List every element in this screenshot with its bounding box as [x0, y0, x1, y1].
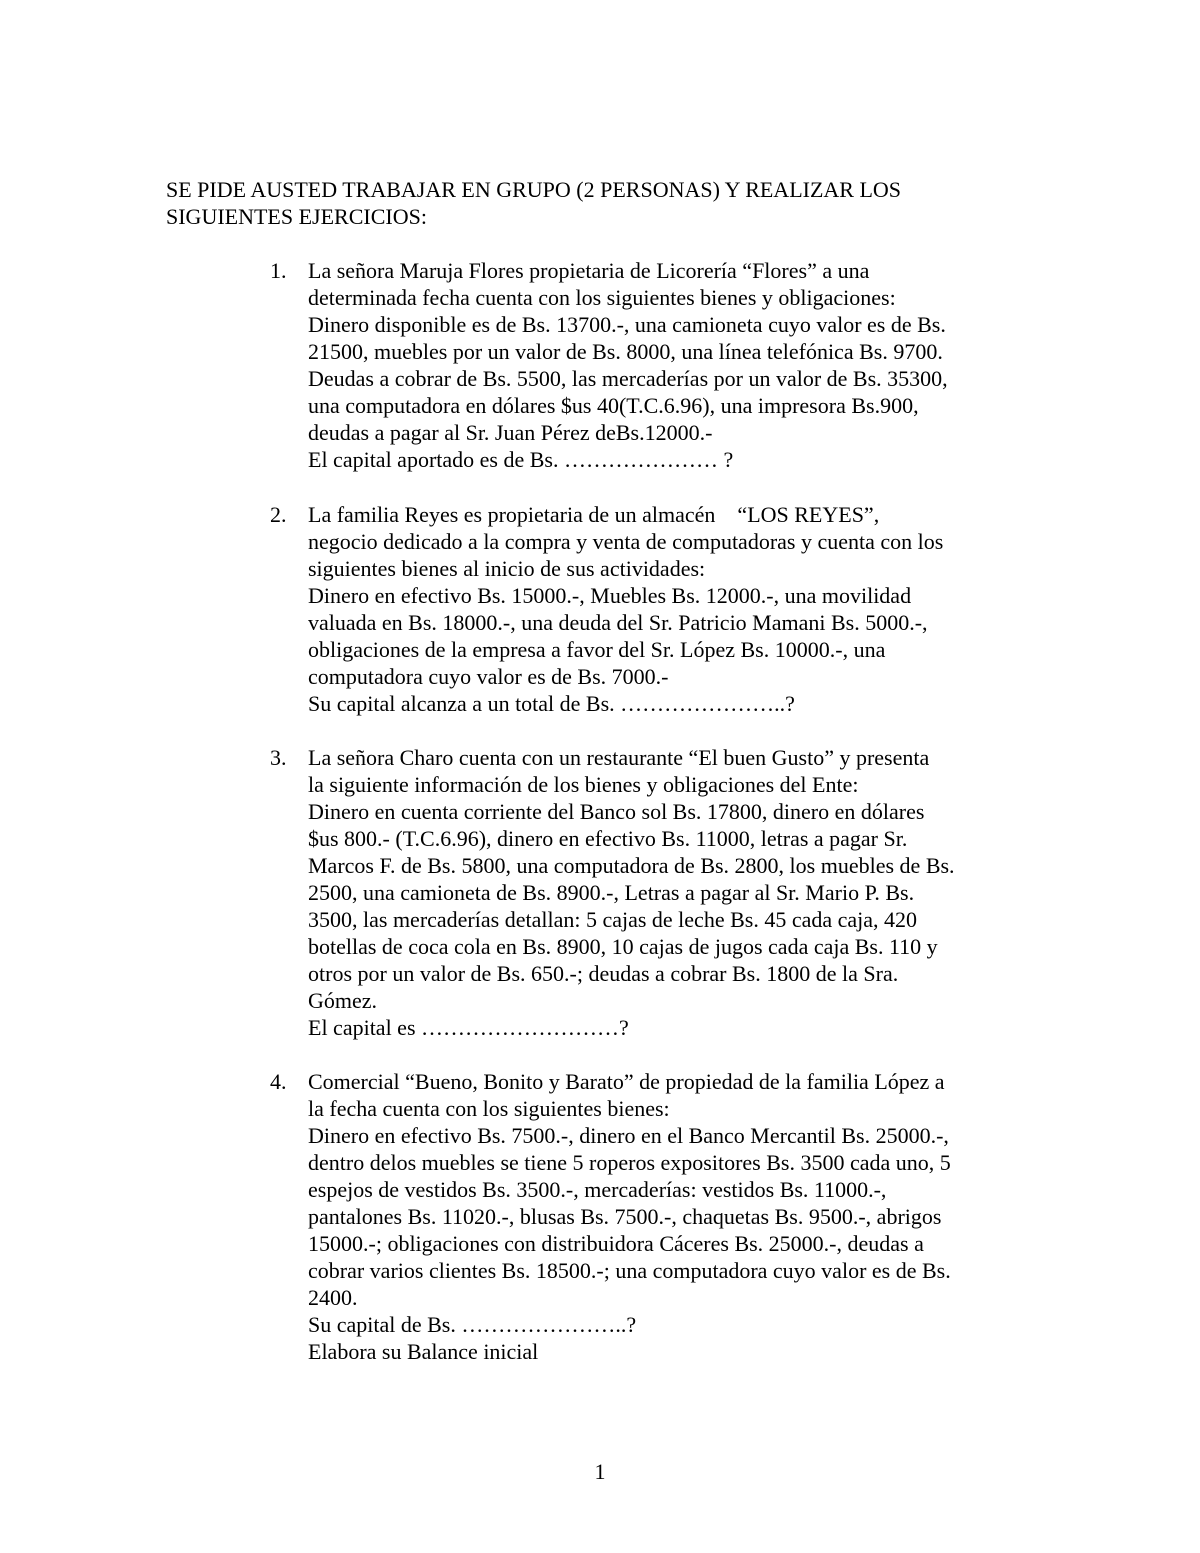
exercise-line: Comercial “Bueno, Bonito y Barato” de propiedad de la familia López a [308, 1069, 945, 1094]
exercise-question: Su capital de Bs. …………………..? [308, 1312, 637, 1337]
exercise-line: siguientes bienes al inicio de sus actividades: [308, 556, 706, 581]
page-number: 1 [594, 1459, 606, 1484]
exercise-line: 15000.-; obligaciones con distribuidora Cáceres Bs. 25000.-, deudas a [308, 1231, 924, 1256]
exercise-line: la fecha cuenta con los siguientes bienes: [308, 1096, 670, 1121]
exercise-line: 2500, una camioneta de Bs. 8900.-, Letras a pagar al Sr. Mario P. Bs. [308, 880, 915, 905]
exercise-line: 21500, muebles por un valor de Bs. 8000, una línea telefónica Bs. 9700. [308, 339, 943, 364]
document-heading [166, 176, 1046, 230]
exercise-line: computadora cuyo valor es de Bs. 7000.- [308, 664, 669, 689]
exercise-line: deudas a pagar al Sr. Juan Pérez deBs.12000.- [308, 420, 713, 445]
exercise-line: 2400. [308, 1285, 358, 1310]
exercise-1 [270, 257, 1048, 473]
exercise-3 [270, 744, 1048, 1041]
exercise-question: Su capital alcanza a un total de Bs. …………………..? [308, 691, 795, 716]
exercise-number: 1. [270, 258, 287, 283]
exercise-number: 2. [270, 502, 287, 527]
exercise-line: espejos de vestidos Bs. 3500.-, mercaderías: vestidos Bs. 11000.-, [308, 1177, 887, 1202]
exercise-line: cobrar varios clientes Bs. 18500.-; una computadora cuyo valor es de Bs. [308, 1258, 951, 1283]
exercise-line: dentro delos muebles se tiene 5 roperos expositores Bs. 3500 cada uno, 5 [308, 1150, 951, 1175]
exercise-line: valuada en Bs. 18000.-, una deuda del Sr. Patricio Mamani Bs. 5000.-, [308, 610, 928, 635]
exercise-line: Gómez. [308, 988, 378, 1013]
exercise-line: Deudas a cobrar de Bs. 5500, las mercaderías por un valor de Bs. 35300, [308, 366, 948, 391]
exercise-line: la siguiente información de los bienes y obligaciones del Ente: [308, 772, 859, 797]
exercise-question: El capital es ………………………? [308, 1015, 629, 1040]
exercise-line: Dinero disponible es de Bs. 13700.-, una camioneta cuyo valor es de Bs. [308, 312, 946, 337]
exercise-line: La señora Maruja Flores propietaria de Licorería “Flores” a una [308, 258, 870, 283]
exercise-line: determinada fecha cuenta con los siguientes bienes y obligaciones: [308, 285, 896, 310]
exercise-line: otros por un valor de Bs. 650.-; deudas a cobrar Bs. 1800 de la Sra. [308, 961, 899, 986]
exercise-2 [270, 501, 1048, 717]
exercise-instruction: Elabora su Balance inicial [308, 1339, 539, 1364]
exercise-line: negocio dedicado a la compra y venta de computadoras y cuenta con los [308, 529, 944, 554]
heading-line: SIGUIENTES EJERCICIOS: [166, 204, 427, 229]
exercise-question: El capital aportado es de Bs. ………………… ? [308, 447, 734, 472]
exercise-line: Marcos F. de Bs. 5800, una computadora de Bs. 2800, los muebles de Bs. [308, 853, 955, 878]
exercise-line: botellas de coca cola en Bs. 8900, 10 cajas de jugos cada caja Bs. 110 y [308, 934, 938, 959]
exercise-line: 3500, las mercaderías detallan: 5 cajas de leche Bs. 45 cada caja, 420 [308, 907, 918, 932]
exercise-line: una computadora en dólares $us 40(T.C.6.96), una impresora Bs.900, [308, 393, 919, 418]
exercise-number: 4. [270, 1069, 287, 1094]
exercise-line: obligaciones de la empresa a favor del Sr. López Bs. 10000.-, una [308, 637, 886, 662]
exercise-line: La señora Charo cuenta con un restaurante “El buen Gusto” y presenta [308, 745, 930, 770]
exercise-4 [270, 1068, 1048, 1365]
heading-line: SE PIDE AUSTED TRABAJAR EN GRUPO (2 PERSONAS) Y REALIZAR LOS [166, 177, 902, 202]
exercise-line: Dinero en efectivo Bs. 7500.-, dinero en el Banco Mercantil Bs. 25000.-, [308, 1123, 949, 1148]
exercise-line: $us 800.- (T.C.6.96), dinero en efectivo Bs. 11000, letras a pagar Sr. [308, 826, 908, 851]
exercise-line: Dinero en efectivo Bs. 15000.-, Muebles Bs. 12000.-, una movilidad [308, 583, 912, 608]
exercise-line: Dinero en cuenta corriente del Banco sol Bs. 17800, dinero en dólares [308, 799, 925, 824]
exercise-number: 3. [270, 745, 287, 770]
exercise-line: La familia Reyes es propietaria de un almacén “LOS REYES”, [308, 502, 880, 527]
exercise-line: pantalones Bs. 11020.-, blusas Bs. 7500.-, chaquetas Bs. 9500.-, abrigos [308, 1204, 942, 1229]
